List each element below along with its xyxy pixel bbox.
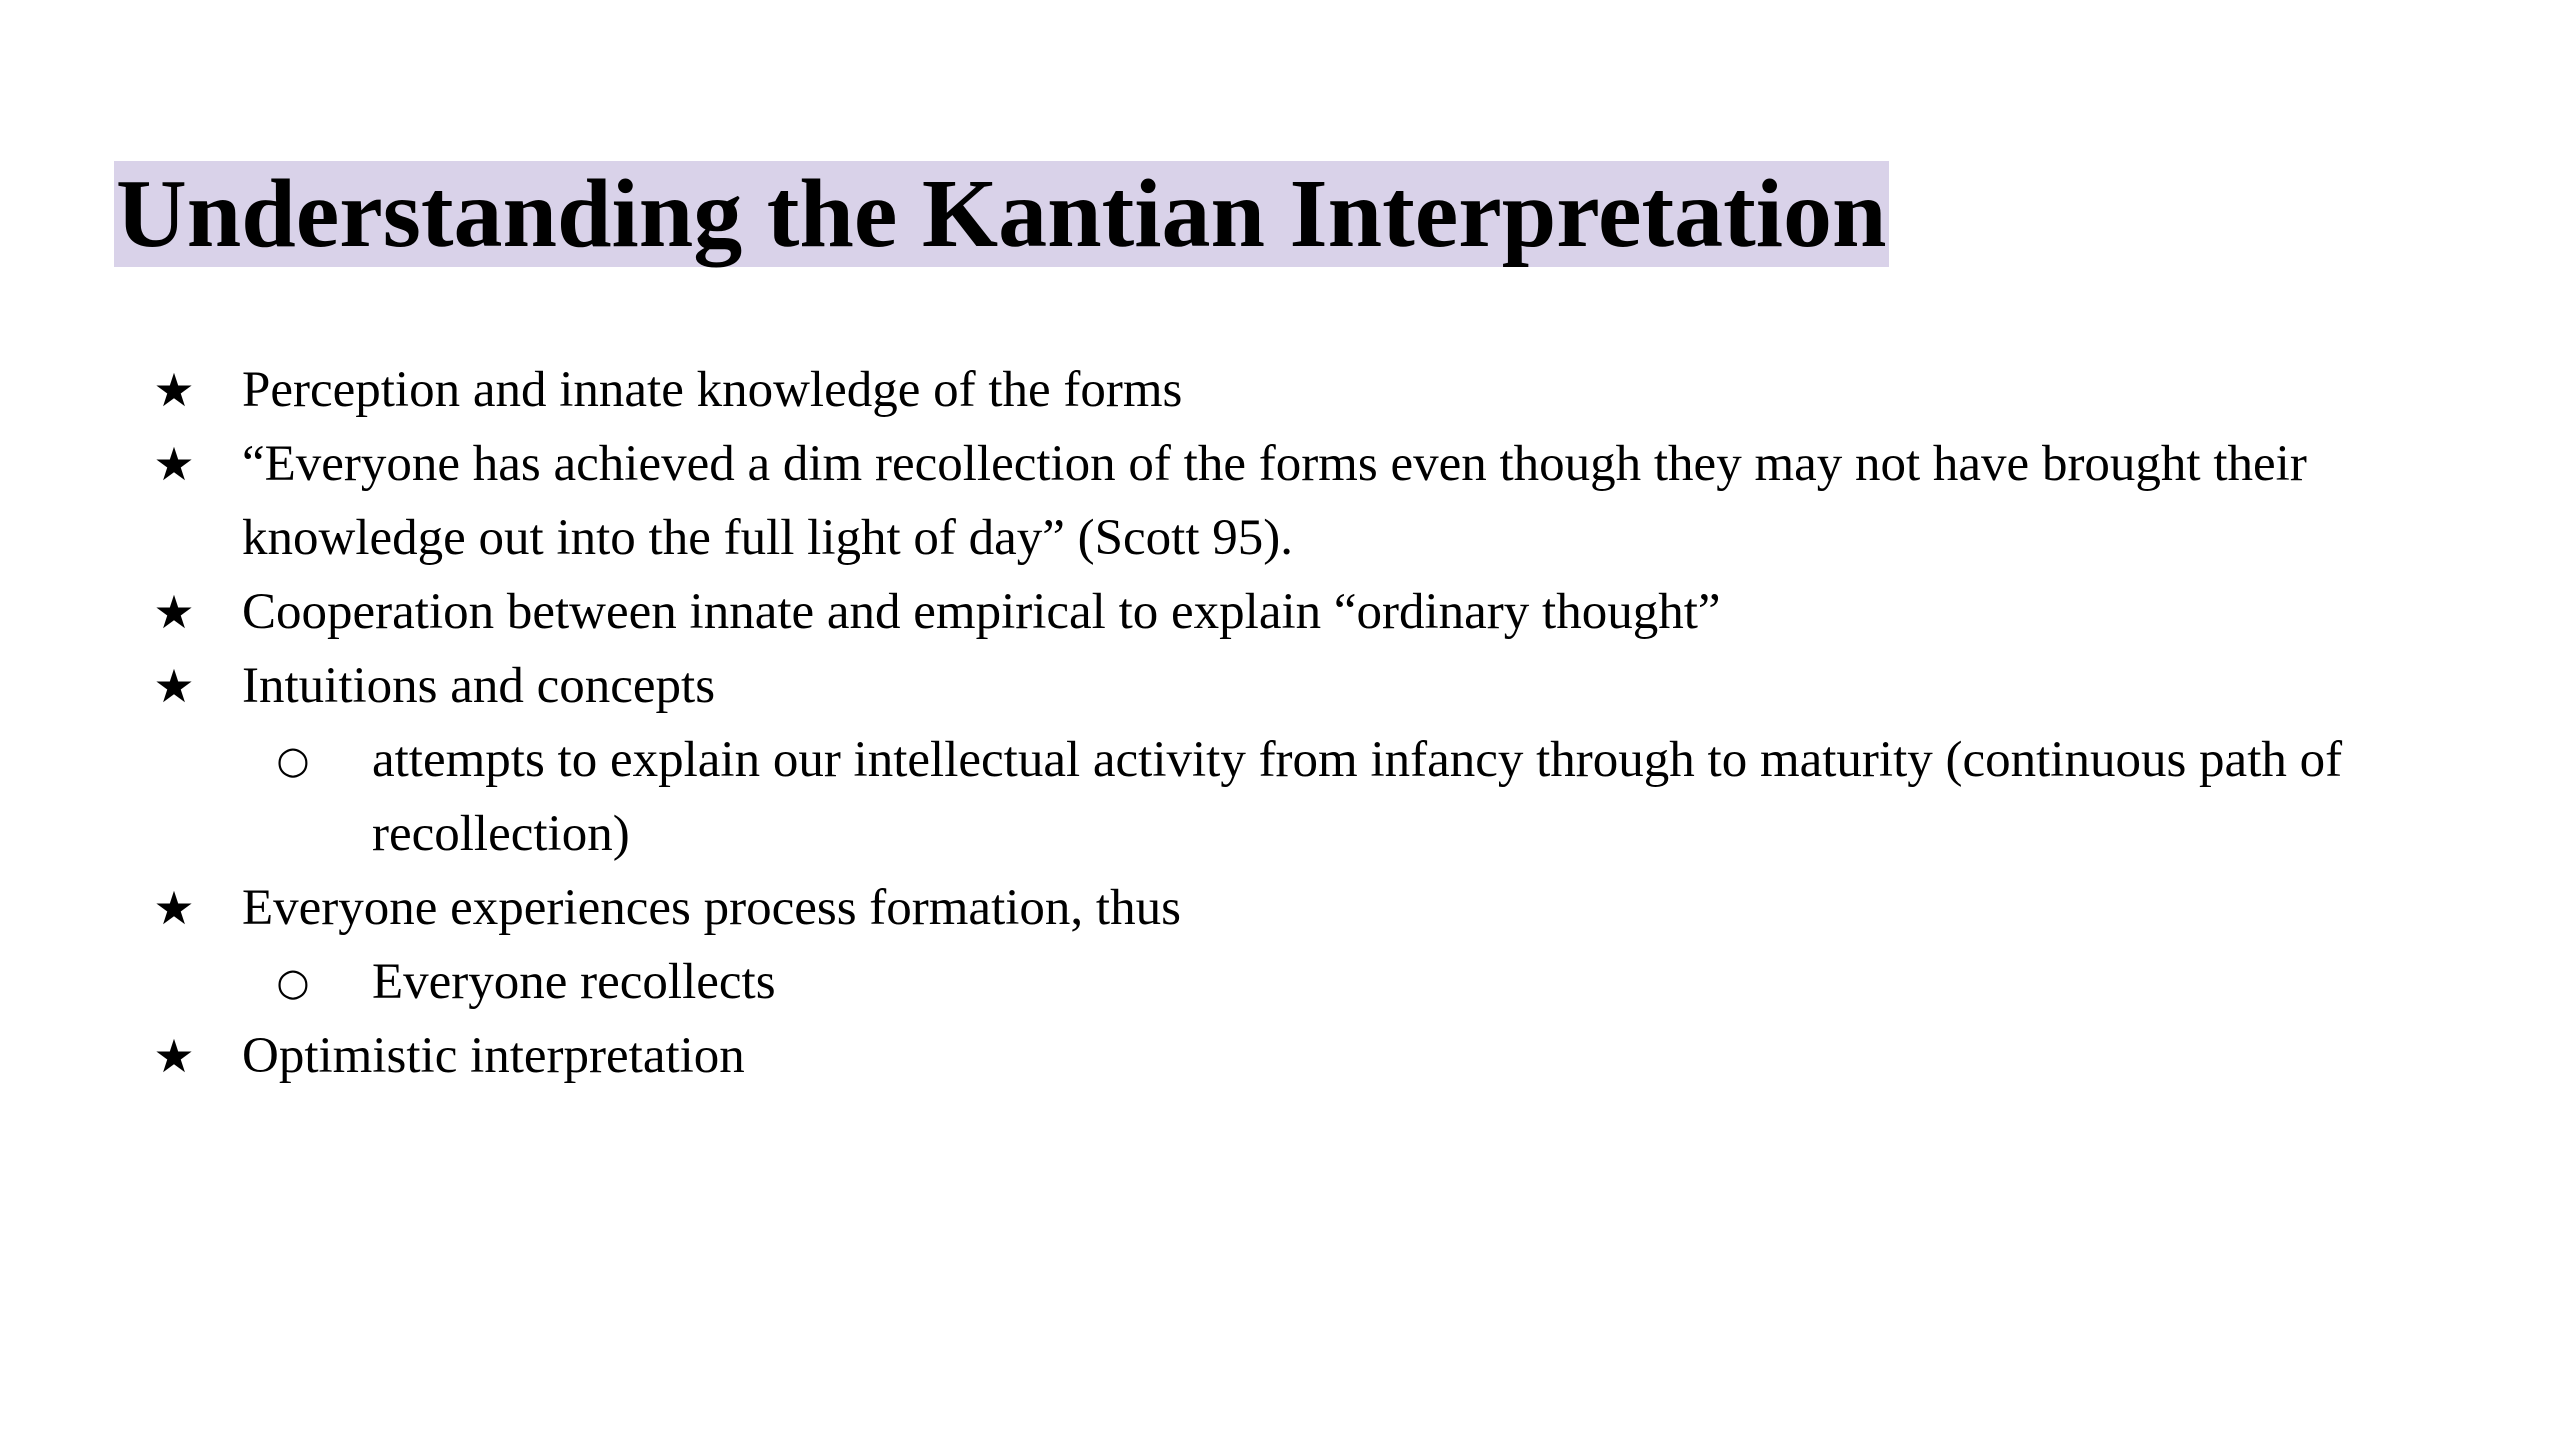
bullet-text: Perception and innate knowledge of the forms <box>242 362 1183 418</box>
circle-icon: ○ <box>276 738 310 782</box>
bullet-item <box>146 1019 2476 1093</box>
sub-bullet-item <box>146 945 2476 1019</box>
bullet-item <box>146 871 2476 945</box>
star-icon: ★ <box>153 1029 195 1083</box>
star-icon: ★ <box>153 881 195 935</box>
bullet-item <box>146 427 2476 575</box>
bullet-text: Intuitions and concepts <box>242 658 716 714</box>
bullet-text: Cooperation between innate and empirical to explain “ordinary thought” <box>242 584 1721 640</box>
sub-bullet-text: Everyone recollects <box>372 954 776 1010</box>
sub-bullet-text: attempts to explain our intellectual activity from infancy through to maturity (continuous path of recollection) <box>372 732 2343 862</box>
star-icon: ★ <box>153 363 195 417</box>
sub-bullet-item <box>146 723 2476 871</box>
circle-icon: ○ <box>276 960 310 1004</box>
bullet-text: “Everyone has achieved a dim recollection of the forms even though they may not have brought their knowledge out into the full light of day” (Scott 95). <box>242 436 2307 566</box>
star-icon: ★ <box>153 437 195 491</box>
star-icon: ★ <box>153 659 195 713</box>
bullet-list <box>146 353 2476 1093</box>
bullet-text: Optimistic interpretation <box>242 1028 745 1084</box>
slide-title: Understanding the Kantian Interpretation <box>116 160 1887 268</box>
bullet-item <box>146 575 2476 649</box>
bullet-text: Everyone experiences process formation, thus <box>242 880 1181 936</box>
bullet-item <box>146 649 2476 723</box>
bullet-item <box>146 353 2476 427</box>
star-icon: ★ <box>153 585 195 639</box>
